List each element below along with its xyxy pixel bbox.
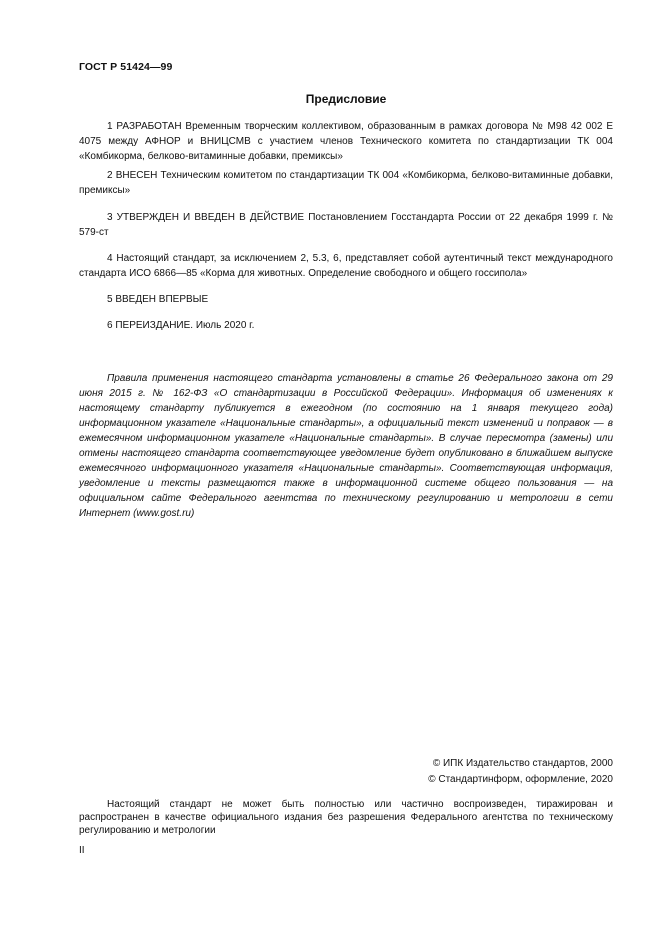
foreword-item-iso-equivalence: 4 Настоящий стандарт, за исключением 2, 5.3, 6, представляет собой аутентичный текст международного стандарта ИСО 6866—85 «Корма для животных. Определение свободного и общего госсипола»: [79, 253, 613, 279]
reproduction-rights-notice: Настоящий стандарт не может быть полностью или частично воспроизведен, тиражирован и распространен в качестве официального издания без разрешения Федерального агентства по техническому регулированию и метрологии: [79, 799, 613, 836]
standard-code: ГОСТ Р 51424—99: [79, 61, 173, 73]
foreword-item-developed: 1 РАЗРАБОТАН Временным творческим коллективом, образованным в рамках договора № М98 42 002 Е 4075 между АФНОР и ВНИЦСМВ с участием членов Технического комитета по стандартизации ТК 004 «Комбикорма, белково-витаминные добавки, премиксы»: [79, 121, 613, 162]
foreword-item-approved: 3 УТВЕРЖДЕН И ВВЕДЕН В ДЕЙСТВИЕ Постановлением Госстандарта России от 22 декабря 1999 г. № 579-ст: [79, 212, 613, 238]
copyright-block: [428, 756, 613, 788]
copyright-line-design: © Стандартинформ, оформление, 2020: [428, 774, 613, 785]
foreword-item-first-introduced: 5 ВВЕДЕН ВПЕРВЫЕ: [107, 294, 209, 305]
foreword-item-reissue: 6 ПЕРЕИЗДАНИЕ. Июль 2020 г.: [107, 320, 255, 331]
copyright-line-publisher: © ИПК Издательство стандартов, 2000: [432, 758, 613, 769]
page-number: II: [79, 845, 85, 856]
application-rules-notice: Правила применения настоящего стандарта установлены в статье 26 Федерального закона от 29 июня 2015 г. № 162-ФЗ «О стандартизации в Российской Федерации». Информация об изменениях к настоящему стандарту публикуется в ежегодном (по состоянию на 1 января текущего года) информационном указателе «Национальные стандарты», а официальный текст изменений и поправок — в ежемесячном информационном указателе «Национальные стандарты». В случае пересмотра (замены) или отмены настоящего стандарта соответствующее уведомление будет опубликовано в ближайшем выпуске ежемесячного информационного указателя «Национальные стандарты». Соответствующая информация, уведомление и тексты размещаются также в информационной системе общего пользования — на официальном сайте Федерального агентства по техническому регулированию и метрологии в сети Интернет (www.gost.ru): [79, 373, 613, 519]
page-title: Предисловие: [305, 92, 387, 106]
foreword-item-introduced: 2 ВНЕСЕН Техническим комитетом по стандартизации ТК 004 «Комбикорма, белково-витаминные добавки, премиксы»: [79, 170, 613, 196]
